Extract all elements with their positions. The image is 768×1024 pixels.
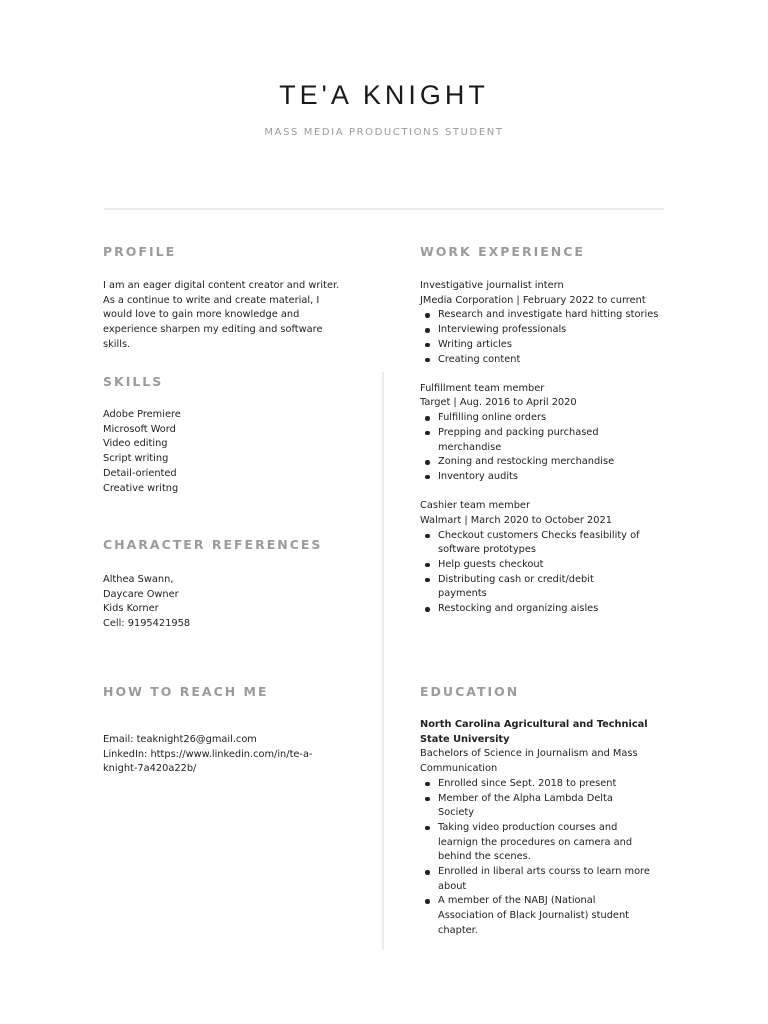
skill-item: Adobe Premiere [103, 409, 181, 420]
education-heading: EDUCATION [420, 684, 520, 699]
skill-item: Detail-oriented [103, 467, 177, 479]
job-duty: Distributing cash or credit/debit payments [420, 573, 645, 602]
reference-line: Althea Swann, [103, 574, 174, 585]
header-divider [104, 208, 664, 210]
job-duty: Checkout customers Checks feasibility of software prototypes [420, 529, 645, 558]
skills-section [103, 408, 343, 496]
job-company: Target | Aug. 2016 to April 2020 [420, 397, 577, 409]
references-heading: CHARACTER REFERENCES [103, 537, 323, 552]
job-role: Investigative journalist intern [420, 280, 564, 291]
job-duty: Research and investigate hard hitting stories [420, 308, 665, 323]
skills-heading: SKILLS [103, 374, 164, 389]
resume-name: TE'A KNIGHT [279, 80, 489, 110]
job-entry [420, 499, 665, 617]
job-entry [420, 279, 665, 367]
job-duty: Creating content [420, 353, 665, 368]
column-divider [382, 372, 384, 950]
references-section [103, 573, 343, 632]
resume-subtitle: MASS MEDIA PRODUCTIONS STUDENT [264, 127, 504, 138]
contact-section [103, 733, 333, 777]
job-duty: Help guests checkout [420, 558, 645, 573]
job-duties [420, 308, 665, 367]
degree-name: Bachelors of Science in Journalism and Mass Communication [420, 748, 638, 775]
job-role: Cashier team member [420, 500, 530, 512]
education-details [420, 777, 650, 939]
job-duty: Prepping and packing purchased merchandise [420, 426, 625, 455]
education-item: Member of the Alpha Lambda Delta Society [420, 792, 650, 821]
profile-section [103, 279, 343, 353]
education-item: Taking video production courses and learnign the procedures on camera and behind the scenes. [420, 821, 650, 865]
education-item: Enrolled in liberal arts courss to learn more about [420, 865, 650, 894]
skill-item: Microsoft Word [103, 423, 176, 435]
work-section [420, 279, 665, 631]
job-duties [420, 411, 625, 485]
job-role: Fulfillment team member [420, 382, 545, 394]
profile-heading: PROFILE [103, 244, 177, 259]
education-item: A member of the NABJ (National Association of Black Journalist) student chapter. [420, 894, 650, 938]
contact-heading: HOW TO REACH ME [103, 684, 269, 699]
education-section [420, 718, 665, 939]
reference-line: Cell: 9195421958 [103, 618, 191, 630]
job-duty: Zoning and restocking merchandise [420, 455, 625, 470]
job-duty: Interviewing professionals [420, 323, 665, 338]
education-item: Enrolled since Sept. 2018 to present [420, 777, 650, 792]
skill-item: Video editing [103, 438, 168, 450]
job-duty: Fulfilling online orders [420, 411, 625, 426]
job-duty: Inventory audits [420, 470, 625, 485]
skill-item: Script writing [103, 453, 169, 465]
job-duty: Restocking and organizing aisles [420, 602, 645, 617]
reference-line: Kids Korner [103, 603, 159, 615]
work-heading: WORK EXPERIENCE [420, 244, 585, 259]
skill-item: Creative writng [103, 482, 179, 494]
job-duties [420, 529, 645, 617]
email-text: Email: teaknight26@gmail.com [103, 734, 257, 745]
job-company: Walmart | March 2020 to October 2021 [420, 514, 612, 526]
job-entry [420, 382, 665, 485]
school-name: North Carolina Agricultural and Technical State University [420, 719, 648, 745]
job-company: JMedia Corporation | February 2022 to current [420, 294, 646, 306]
reference-line: Daycare Owner [103, 588, 179, 600]
job-duty: Writing articles [420, 338, 665, 353]
linkedin-text: LinkedIn: https://www.linkedin.com/in/te-a-knight-7a420a22b/ [103, 748, 313, 775]
profile-text: I am an eager digital content creator and writer. As a continue to write and create material, I would love to gain more knowledge and experience sharpen my editing and software skills. [103, 280, 340, 350]
